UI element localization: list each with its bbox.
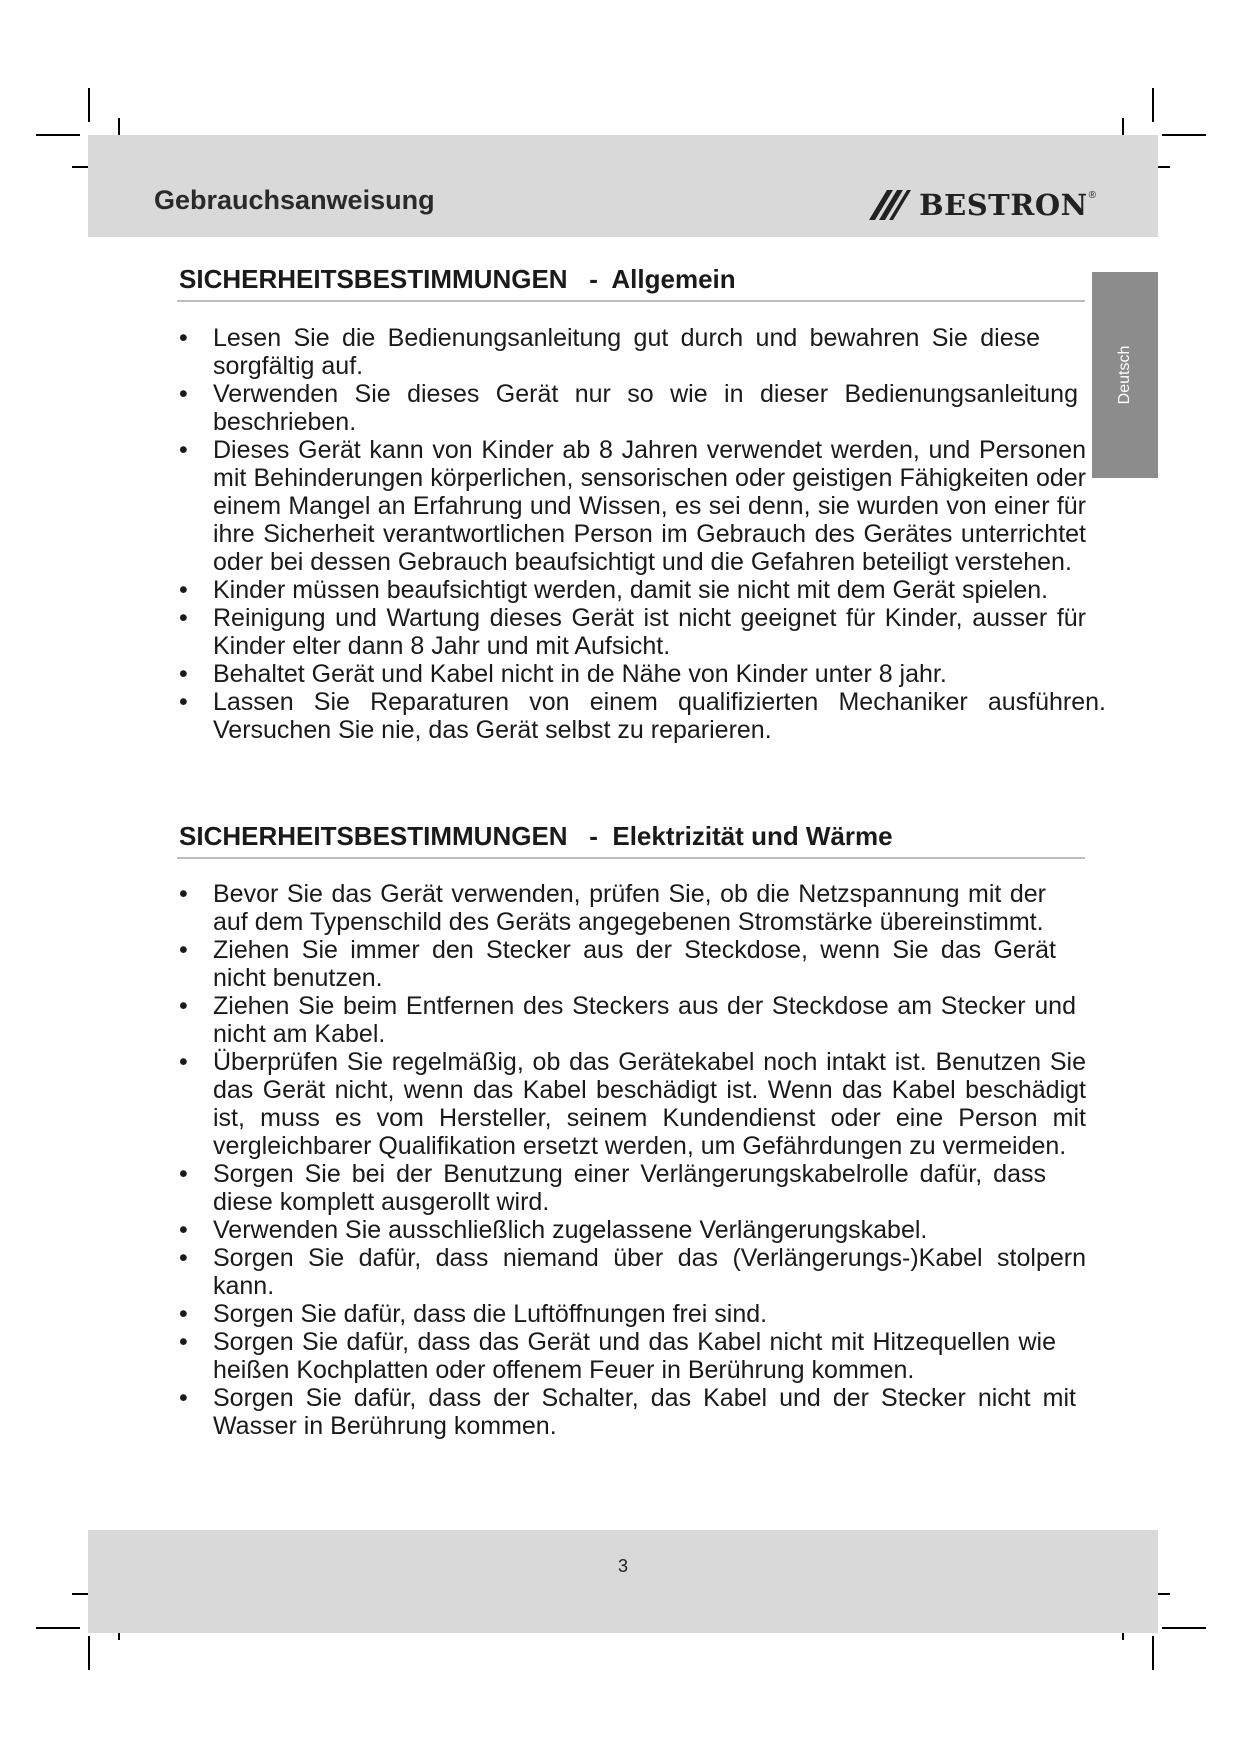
language-tab: [1092, 272, 1158, 478]
list-item: • Lassen Sie Reparaturen von einem qualifizierten Mechaniker ausführen. Versuchen Sie nie, das Gerät selbst zu reparieren.: [171, 688, 1106, 744]
crop-mark: [88, 88, 90, 122]
brand-chevron-icon: [867, 186, 913, 224]
bullet-list-electricity: [171, 880, 1086, 1440]
bullet-list-general: [171, 324, 1106, 744]
list-item: • Sorgen Sie dafür, dass die Luftöffnungen frei sind.: [171, 1300, 1086, 1328]
crop-mark: [1162, 134, 1206, 136]
crop-mark: [1152, 88, 1154, 122]
language-label: Deutsch: [1116, 345, 1133, 405]
crop-mark: [36, 134, 80, 136]
crop-mark: [1152, 1636, 1154, 1670]
list-item: • Behaltet Gerät und Kabel nicht in de Nähe von Kinder unter 8 jahr.: [171, 660, 1086, 688]
list-item: • Ziehen Sie immer den Stecker aus der Steckdose, wenn Sie das Gerät nicht benutzen.: [171, 936, 1086, 992]
crop-mark: [36, 1627, 80, 1629]
list-item: • Sorgen Sie dafür, dass der Schalter, das Kabel und der Stecker nicht mit Wasser in Berührung kommen.: [171, 1384, 1086, 1440]
list-item: • Überprüfen Sie regelmäßig, ob das Gerätekabel noch intakt ist. Benutzen Sie das Gerät nicht, wenn das Kabel beschädigt ist. Wenn das Kabel beschädigt ist, muss es vom Hersteller, seinem Kundendienst oder eine Person mit vergleichbarer Qualifikation ersetzt werden, um Gefährdungen zu vermeiden.: [171, 1048, 1086, 1160]
page-title: Gebrauchsanweisung: [154, 185, 435, 215]
registered-icon: ®: [1088, 189, 1096, 201]
list-item: • Dieses Gerät kann von Kinder ab 8 Jahren verwendet werden, und Personen mit Behinderungen körperlichen, sensorischen oder geistigen Fähigkeiten oder einem Mangel an Erfahrung und Wissen, es sei denn, sie wurden von einer für ihre Sicherheit verantwortlichen Person im Gebrauch des Gerätes unterrichtet oder bei dessen Gebrauch beaufsichtigt und die Gefahren beteiligt verstehen.: [171, 436, 1086, 576]
header-band: [88, 135, 1158, 237]
section-divider: [177, 857, 1085, 859]
list-item: • Lesen Sie die Bedienungsanleitung gut durch und bewahren Sie diese sorgfältig auf.: [171, 324, 1086, 380]
section-divider: [177, 300, 1085, 302]
list-item: • Sorgen Sie dafür, dass niemand über das (Verlängerungs-)Kabel stolpern kann.: [171, 1244, 1086, 1300]
list-item: • Ziehen Sie beim Entfernen des Steckers aus der Steckdose am Stecker und nicht am Kabel.: [171, 992, 1086, 1048]
list-item: • Verwenden Sie dieses Gerät nur so wie in dieser Bedienungsanleitung beschrieben.: [171, 380, 1086, 436]
brand-name: BESTRON: [919, 188, 1088, 222]
crop-mark: [88, 1636, 90, 1670]
list-item: • Verwenden Sie ausschließlich zugelassene Verlängerungskabel.: [171, 1216, 1086, 1244]
section-title-general: SICHERHEITSBESTIMMUNGEN - Allgemein: [179, 264, 736, 294]
list-item: • Sorgen Sie bei der Benutzung einer Verlängerungskabelrolle dafür, dass diese komplett ausgerollt wird.: [171, 1160, 1086, 1216]
section-title-electricity: SICHERHEITSBESTIMMUNGEN - Elektrizität und Wärme: [179, 821, 893, 851]
list-item: • Sorgen Sie dafür, dass das Gerät und das Kabel nicht mit Hitzequellen wie heißen Kochplatten oder offenem Feuer in Berührung kommen.: [171, 1328, 1086, 1384]
list-item: • Reinigung und Wartung dieses Gerät ist nicht geeignet für Kinder, ausser für Kinder elter dann 8 Jahr und mit Aufsicht.: [171, 604, 1086, 660]
footer-band: [88, 1530, 1158, 1633]
page-number: 3: [617, 1556, 628, 1576]
crop-mark: [1162, 1627, 1206, 1629]
brand-logo: [867, 185, 1096, 225]
list-item: • Bevor Sie das Gerät verwenden, prüfen Sie, ob die Netzspannung mit der auf dem Typenschild des Geräts angegebenen Stromstärke übereinstimmt.: [171, 880, 1086, 936]
list-item: • Kinder müssen beaufsichtigt werden, damit sie nicht mit dem Gerät spielen.: [171, 576, 1086, 604]
